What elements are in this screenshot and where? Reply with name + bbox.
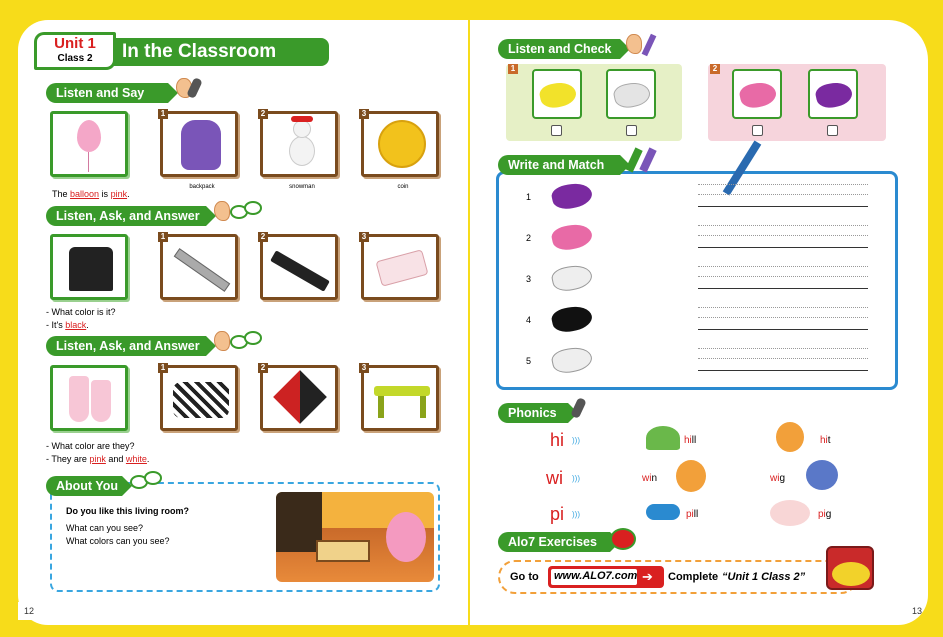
picture-card-backpack [160,111,238,177]
picture-card-zebras [160,365,238,431]
page-title-text: In the Classroom [122,41,277,62]
zebras-picture [173,382,229,418]
alo7-logo-icon [610,528,636,550]
page-title [114,38,329,66]
section-alo7-exercises: Alo7 Exercises [498,532,610,552]
balloon-string [88,152,89,172]
about-question-1: Do you like this living room? [66,506,190,516]
picture-card-socks [50,365,128,431]
row-number: 4 [526,315,532,325]
row-number: 5 [526,356,532,366]
sound-icon: ))) [572,474,580,483]
color-card-yellow [532,69,582,119]
backpack-picture [181,120,221,170]
listen-say-sentence: The balloon is pink. [52,189,130,199]
color-card-white [606,69,656,119]
group-number: 1 [508,64,518,74]
goto-label: Go to [510,571,539,583]
balloon-picture [77,120,101,152]
ear-icon [214,201,230,221]
pill-picture [646,504,680,520]
about-question-2: What can you see? [66,523,144,533]
picture-card-pencil [260,234,338,300]
item-number: 3 [359,109,369,119]
microphone-icon [570,397,587,419]
caption-backpack: backpack [189,184,215,190]
section-phonics: Phonics [498,403,568,423]
question-2: - What color are they? [46,441,135,451]
complete-label: Complete [668,571,719,583]
caption-snowman: snowman [289,184,315,190]
complete-target: “Unit 1 Class 2” [722,571,806,583]
phonics-word: win [642,473,658,484]
caption-coin: coin [397,184,409,190]
pig-picture [770,500,810,526]
question-1: - What color is it? [46,307,116,317]
alo7-link-button[interactable] [548,566,664,588]
section-about-you: About You [46,476,122,496]
picture-card-kites [260,365,338,431]
arrow-icon: ➔ [642,569,653,584]
about-question-3: What colors can you see? [66,536,170,546]
row-number: 1 [526,192,532,202]
snowman-picture [289,136,315,166]
speech-bubble-icon [144,471,162,485]
unit-badge [34,32,116,70]
speech-bubble-icon [244,201,262,215]
picture-card-tables [361,365,439,431]
item-number: 3 [359,232,369,242]
coin-picture [378,120,426,168]
pencil-picture [270,250,330,291]
eraser-picture [375,249,428,287]
checkbox[interactable] [626,125,637,136]
color-card-purple [808,69,858,119]
item-number: 2 [258,109,268,119]
ear-icon [214,331,230,351]
page-number-right: 13 [911,606,922,616]
phonics-sound: wi [546,468,563,488]
item-number: 1 [158,363,168,373]
phonics-sound: pi [550,504,565,524]
phonics-word: pill [686,509,699,520]
picture-card-knife [160,234,238,300]
checkbox[interactable] [827,125,838,136]
class-label: Class 2 [57,53,93,64]
answer-1: - It's black. [46,320,89,330]
checkbox[interactable] [551,125,562,136]
section-listen-and-check: Listen and Check [498,39,620,59]
picture-card-balloon [50,111,128,177]
left-page [18,20,468,625]
hill-picture [646,426,680,450]
knife-picture [174,248,231,292]
treasure-chest-icon [826,546,874,590]
win-picture [676,460,706,492]
wig-picture [806,460,838,490]
section-listen-and-say: Listen and Say [46,83,168,103]
item-number: 2 [258,232,268,242]
ear-icon [626,34,642,54]
page-number-left: 12 [18,602,40,620]
sound-icon: ))) [572,436,580,445]
color-card-pink [732,69,782,119]
checkbox[interactable] [752,125,763,136]
tshirt-picture [69,247,113,291]
kites-picture [273,370,327,424]
right-page [470,20,928,625]
living-room-picture [276,492,434,582]
item-number: 2 [258,363,268,373]
answer-2: - They are pink and white. [46,454,150,464]
item-number: 3 [359,363,369,373]
pencil-icon [642,34,657,56]
item-number: 1 [158,109,168,119]
speech-bubble-icon [244,331,262,345]
phonics-word: pig [818,509,832,520]
row-number: 3 [526,274,532,284]
tables-picture [374,386,430,396]
group-number: 2 [710,64,720,74]
phonics-word: hit [820,435,831,446]
unit-label: Unit 1 [54,35,96,52]
picture-card-eraser [361,234,439,300]
section-listen-ask-answer-1: Listen, Ask, and Answer [46,206,206,226]
phonics-word: wig [770,473,786,484]
picture-card-coin [361,111,439,177]
hit-picture [776,422,804,452]
section-listen-ask-answer-2: Listen, Ask, and Answer [46,336,206,356]
row-number: 2 [526,233,532,243]
item-number: 1 [158,232,168,242]
phonics-word: hill [684,435,697,446]
phonics-sound: hi [550,430,565,450]
socks-picture [69,376,89,422]
section-write-and-match: Write and Match [498,155,620,175]
picture-card-tshirt [50,234,128,300]
picture-card-snowman [260,111,338,177]
sound-icon: ))) [572,510,580,519]
alo7-url: www.ALO7.com [554,570,638,582]
